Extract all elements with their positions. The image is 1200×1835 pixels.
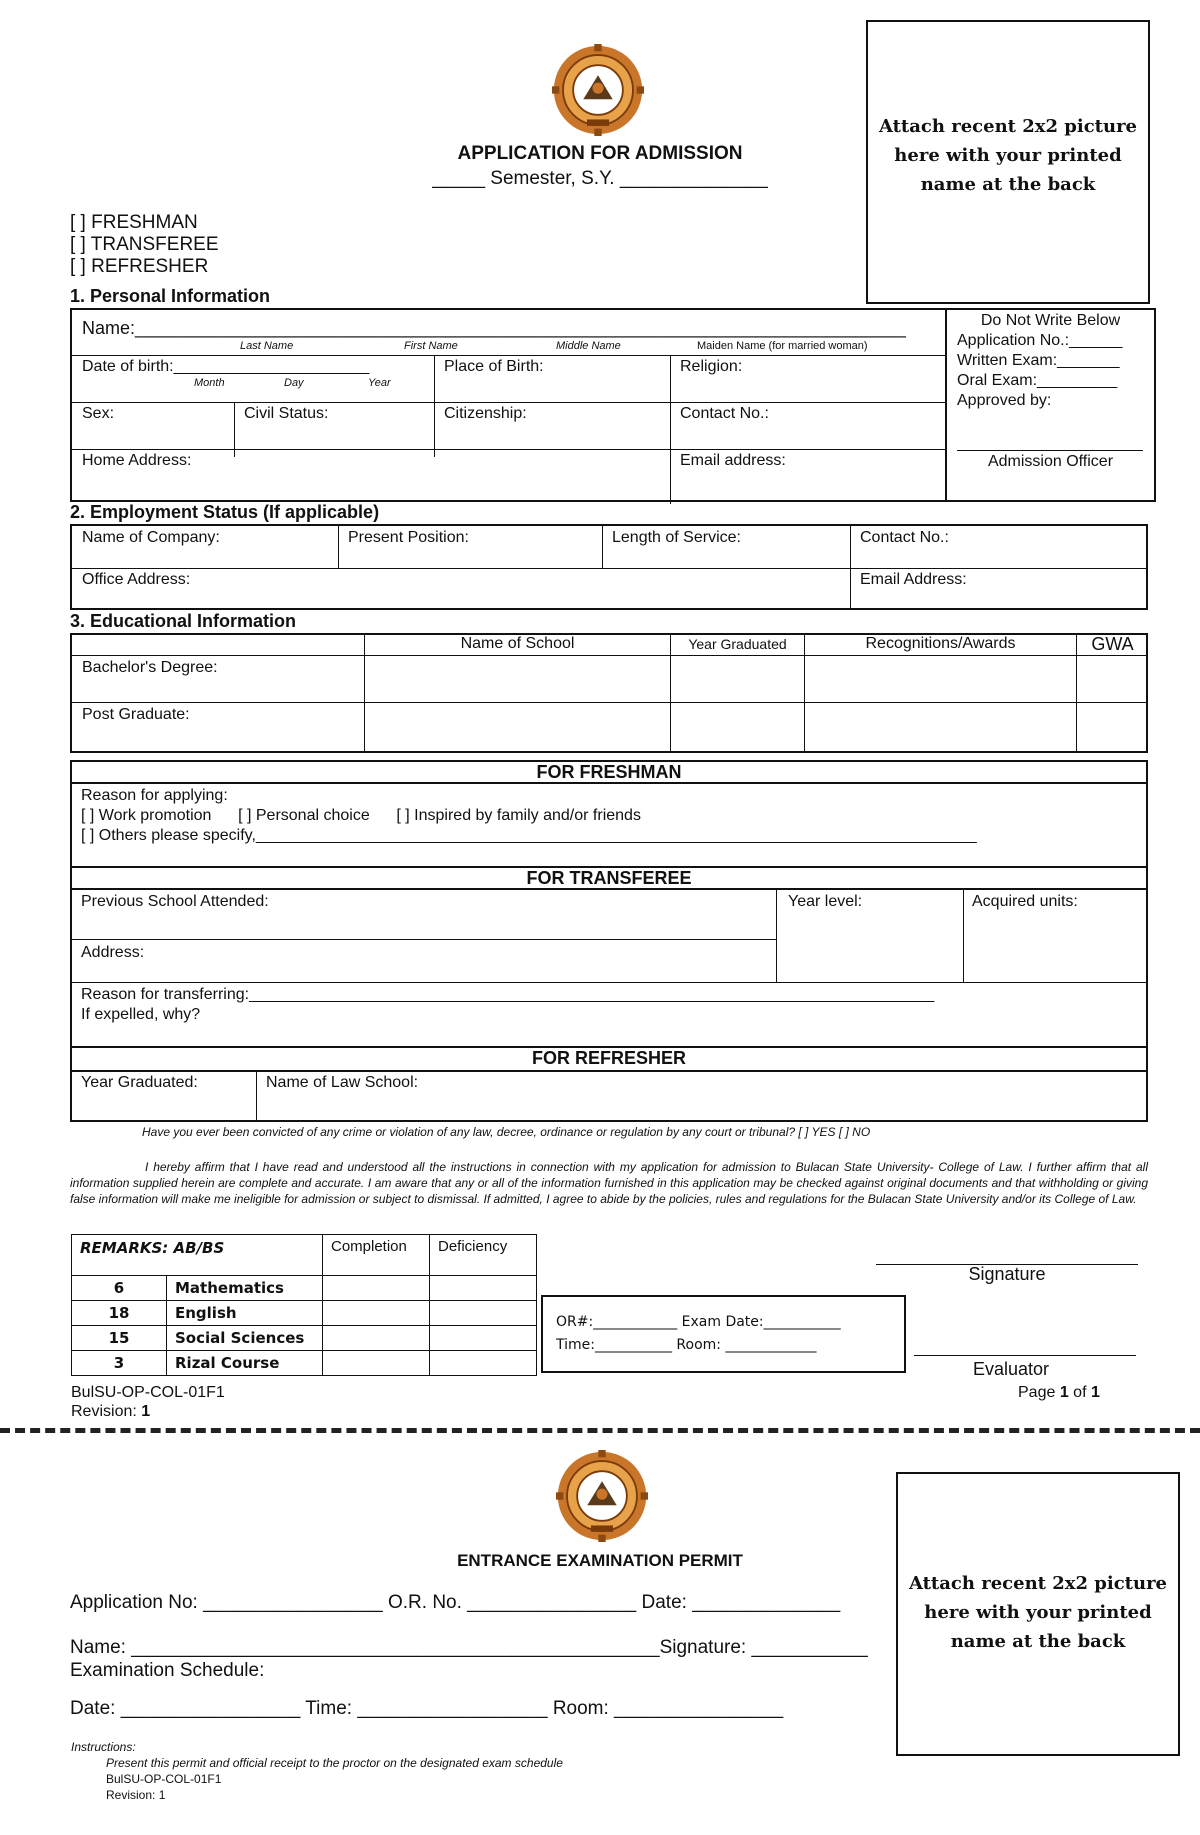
remarks-subject: English <box>167 1301 323 1326</box>
edu-header-gwa: GWA <box>1091 634 1134 654</box>
university-seal-logo <box>552 44 644 136</box>
dob-sublabel-day: Day <box>284 377 304 389</box>
religion-field[interactable]: Religion: <box>680 358 743 375</box>
present-position-field[interactable]: Present Position: <box>348 529 469 546</box>
reason-applying-options[interactable]: [ ] Work promotion [ ] Personal choice [ ] Inspired by family and/or friends <box>81 807 641 824</box>
permit-schedule-line[interactable]: Date: _________________ Time: __________________ Room: ________________ <box>70 1698 784 1719</box>
year-level-field[interactable]: Year level: <box>788 893 863 910</box>
refresher-header: FOR REFRESHER <box>70 1046 1148 1072</box>
remarks-row <box>72 1326 537 1351</box>
employment-contact-field[interactable]: Contact No.: <box>860 529 949 546</box>
section-personal-title: 1. Personal Information <box>70 286 271 306</box>
evaluator-label[interactable]: Evaluator <box>973 1359 1050 1379</box>
semester-line: _____ Semester, S.Y. ______________ <box>432 168 768 189</box>
name-sublabel-first: First Name <box>404 340 458 352</box>
refresher-year-graduated-field[interactable]: Year Graduated: <box>81 1074 198 1091</box>
page-of: of <box>1068 1384 1091 1401</box>
employment-table <box>70 524 1148 610</box>
section-employment-title: 2. Employment Status (If applicable) <box>70 502 380 522</box>
name-sublabel-last: Last Name <box>240 340 294 352</box>
permit-doc-code: BulSU-OP-COL-01F1 <box>106 1772 222 1786</box>
office-oral-exam: Oral Exam:_________ <box>957 372 1118 389</box>
revision-line <box>71 1403 150 1421</box>
length-of-service-field[interactable]: Length of Service: <box>612 529 741 546</box>
if-expelled-field[interactable]: If expelled, why? <box>81 1006 201 1023</box>
permit-title: ENTRANCE EXAMINATION PERMIT <box>457 1551 743 1570</box>
edu-header-year: Year Graduated <box>688 636 787 652</box>
edu-header-school: Name of School <box>460 635 575 652</box>
page-current: 1 <box>1059 1384 1069 1401</box>
reason-transferring-field[interactable]: Reason for transferring:_____________________________________________________________________________ <box>81 986 935 1003</box>
page-label: Page <box>1018 1384 1060 1401</box>
remarks-subject: Mathematics <box>167 1276 323 1301</box>
section-education-title: 3. Educational Information <box>70 611 297 631</box>
applicant-type-refresher[interactable]: [ ] REFRESHER <box>70 256 209 277</box>
applicant-type-transferee[interactable]: [ ] TRANSFEREE <box>70 234 219 255</box>
remarks-completion-cell[interactable] <box>323 1276 430 1301</box>
remarks-subject: Social Sciences <box>167 1326 323 1351</box>
remarks-units: 15 <box>72 1326 167 1351</box>
dob-sublabel-month: Month <box>194 377 225 389</box>
reason-applying-label: Reason for applying: <box>81 787 228 804</box>
dob-field[interactable]: Date of birth:______________________ <box>82 358 370 375</box>
remarks-row <box>72 1351 537 1376</box>
home-address-field[interactable]: Home Address: <box>82 452 192 469</box>
revision-label: Revision: <box>71 1403 142 1420</box>
remarks-deficiency-header: Deficiency <box>430 1235 537 1276</box>
place-of-birth-field[interactable]: Place of Birth: <box>444 358 544 375</box>
transferee-address-field[interactable]: Address: <box>81 944 145 961</box>
remarks-completion-cell[interactable] <box>323 1326 430 1351</box>
office-address-field[interactable]: Office Address: <box>82 571 191 588</box>
freshman-header: FOR FRESHMAN <box>70 760 1148 784</box>
acquired-units-field[interactable]: Acquired units: <box>972 893 1078 910</box>
revision-number: 1 <box>141 1403 151 1420</box>
name-sublabel-middle: Middle Name <box>556 340 621 352</box>
remarks-completion-cell[interactable] <box>323 1301 430 1326</box>
civil-status-field[interactable]: Civil Status: <box>244 405 329 422</box>
remarks-units: 6 <box>72 1276 167 1301</box>
office-use-box <box>945 308 1156 502</box>
others-specify-field[interactable]: [ ] Others please specify,_________________________________________________________________________________ <box>81 827 977 844</box>
applicant-type-list <box>70 212 219 278</box>
dob-sublabel-year: Year <box>368 377 391 389</box>
remarks-title: REMARKS: AB/BS <box>72 1235 323 1276</box>
permit-name-line[interactable]: Name: __________________________________________________Signature: ___________ <box>70 1637 868 1658</box>
sex-field[interactable]: Sex: <box>82 405 115 422</box>
permit-instruction: Present this permit and official receipt to the proctor on the designated exam schedule <box>106 1756 563 1770</box>
remarks-deficiency-cell[interactable] <box>430 1276 537 1301</box>
applicant-type-freshman[interactable]: [ ] FRESHMAN <box>70 212 198 233</box>
form-title: APPLICATION FOR ADMISSION <box>457 143 743 164</box>
office-application-no: Application No.:______ <box>957 332 1123 349</box>
remarks-deficiency-cell[interactable] <box>430 1326 537 1351</box>
name-field[interactable]: Name:_____________________________________________________________________________ <box>82 318 906 338</box>
photo-box: Attach recent 2x2 picture here with your printed name at the back <box>866 20 1150 304</box>
remarks-units: 3 <box>72 1351 167 1376</box>
personal-info-table <box>70 308 947 502</box>
remarks-completion-cell[interactable] <box>323 1351 430 1376</box>
email-address-field[interactable]: Email address: <box>680 452 786 469</box>
remarks-units: 18 <box>72 1301 167 1326</box>
permit-application-line[interactable]: Application No: _________________ O.R. No. ________________ Date: ______________ <box>70 1592 841 1613</box>
transferee-header: FOR TRANSFEREE <box>70 866 1148 890</box>
remarks-row <box>72 1301 537 1326</box>
employment-email-field[interactable]: Email Address: <box>860 571 967 588</box>
cut-line <box>0 1428 1200 1433</box>
remarks-deficiency-cell[interactable] <box>430 1301 537 1326</box>
contact-no-field[interactable]: Contact No.: <box>680 405 769 422</box>
company-name-field[interactable]: Name of Company: <box>82 529 220 546</box>
education-table <box>70 633 1148 753</box>
permit-photo-box: Attach recent 2x2 picture here with your printed name at the back <box>896 1472 1180 1756</box>
remarks-subject: Rizal Course <box>167 1351 323 1376</box>
permit-exam-schedule: Examination Schedule: <box>70 1660 265 1681</box>
page-number <box>1018 1384 1100 1402</box>
page-total: 1 <box>1090 1384 1100 1401</box>
previous-school-field[interactable]: Previous School Attended: <box>81 893 269 910</box>
edu-row-postgrad[interactable]: Post Graduate: <box>82 706 190 723</box>
name-sublabel-maiden: Maiden Name (for married woman) <box>697 340 868 352</box>
affirmation-text: I hereby affirm that I have read and understood all the instructions in connection with my application for admission to Bulacan State University- College of Law. I further affirm that all information supplied herein are complete and accurate. I am aware that any or all of the information furnished in this application may be checked against original documents and that withholding or giving false information will make me ineligible for admission or subject to dismissal. If admitted, I agree to abide by the policies, rules and regulations for the Bulacan State University and/or its College of Law. <box>70 1160 1148 1206</box>
remarks-completion-header: Completion <box>323 1235 430 1276</box>
remarks-row <box>72 1276 537 1301</box>
remarks-deficiency-cell[interactable] <box>430 1351 537 1376</box>
or-exam-date-line[interactable]: OR#:____________ Exam Date:___________ <box>556 1314 841 1330</box>
exam-info-box <box>541 1295 906 1373</box>
edu-row-bachelor[interactable]: Bachelor's Degree: <box>82 659 218 676</box>
office-approved-by: Approved by: <box>957 392 1052 409</box>
remarks-table <box>71 1234 537 1376</box>
edu-header-awards: Recognitions/Awards <box>865 635 1016 652</box>
law-school-field[interactable]: Name of Law School: <box>266 1074 419 1091</box>
signature-label[interactable]: Signature <box>968 1264 1046 1284</box>
citizenship-field[interactable]: Citizenship: <box>444 405 527 422</box>
permit-instructions-title: Instructions: <box>71 1740 136 1754</box>
permit-revision: Revision: 1 <box>106 1788 166 1802</box>
time-room-line[interactable]: Time:___________ Room: _____________ <box>556 1337 817 1353</box>
convicted-question[interactable]: Have you ever been convicted of any crime or violation of any law, decree, ordinance or regulation by any court or tribunal? [ ] YES [ ] NO <box>142 1125 871 1139</box>
office-admission-officer: Admission Officer <box>987 453 1114 470</box>
doc-code: BulSU-OP-COL-01F1 <box>71 1384 225 1401</box>
office-written-exam: Written Exam:_______ <box>957 352 1120 369</box>
office-use-title: Do Not Write Below <box>980 312 1121 329</box>
university-seal-logo-permit <box>556 1450 648 1542</box>
